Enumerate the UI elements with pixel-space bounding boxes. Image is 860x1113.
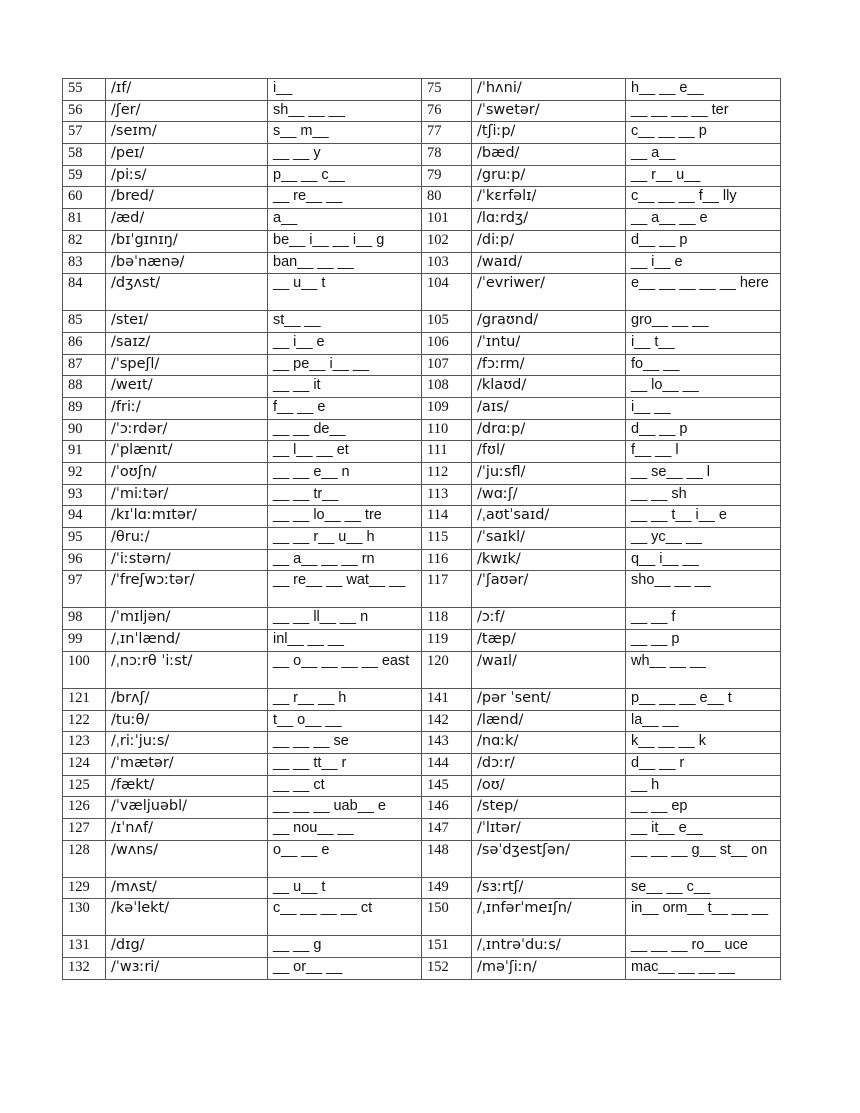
spelling-blank: __ h <box>626 775 781 797</box>
word-number: 109 <box>422 397 472 419</box>
spelling-blank: __ __ y <box>268 144 422 166</box>
spelling-blank: c__ __ __ __ ct <box>268 899 422 936</box>
table-row <box>63 274 781 311</box>
word-number: 110 <box>422 419 472 441</box>
phonetic-transcription: /æd/ <box>106 209 268 231</box>
phonetic-transcription: /seɪm/ <box>106 122 268 144</box>
table-row <box>63 571 781 608</box>
phonetic-transcription: /dɪg/ <box>106 936 268 958</box>
word-number: 141 <box>422 688 472 710</box>
word-number: 89 <box>63 397 106 419</box>
spelling-blank: __ __ it <box>268 376 422 398</box>
spelling-blank: __ i__ e <box>626 252 781 274</box>
phonetic-transcription: /lænd/ <box>472 710 626 732</box>
word-number: 108 <box>422 376 472 398</box>
phonetic-transcription: /nɑːk/ <box>472 732 626 754</box>
phonetic-transcription: /ˌɪntrəˈduːs/ <box>472 936 626 958</box>
phonetic-transcription: /diːp/ <box>472 230 626 252</box>
spelling-blank: __ __ ep <box>626 797 781 819</box>
word-number: 57 <box>63 122 106 144</box>
word-number: 94 <box>63 506 106 528</box>
spelling-blank: i__ t__ <box>626 332 781 354</box>
table-row <box>63 797 781 819</box>
word-number: 55 <box>63 79 106 101</box>
word-number: 151 <box>422 936 472 958</box>
word-number: 117 <box>422 571 472 608</box>
table-row <box>63 144 781 166</box>
spelling-blank: d__ __ p <box>626 419 781 441</box>
phonetic-transcription: /ɪˈnʌf/ <box>106 818 268 840</box>
word-number: 84 <box>63 274 106 311</box>
spelling-blank: __ __ de__ <box>268 419 422 441</box>
phonetic-transcription: /məˈʃiːn/ <box>472 958 626 980</box>
spelling-blank: __ pe__ i__ __ <box>268 354 422 376</box>
word-number: 85 <box>63 311 106 333</box>
vocabulary-table <box>62 78 781 980</box>
phonetic-transcription: /ˈhʌni/ <box>472 79 626 101</box>
spelling-blank: s__ m__ <box>268 122 422 144</box>
phonetic-transcription: /ˈwɜːri/ <box>106 958 268 980</box>
word-number: 60 <box>63 187 106 209</box>
phonetic-transcription: /ˌɪnfərˈmeɪʃn/ <box>472 899 626 936</box>
phonetic-transcription: /kəˈlekt/ <box>106 899 268 936</box>
table-row <box>63 397 781 419</box>
word-number: 103 <box>422 252 472 274</box>
spelling-blank: fo__ __ <box>626 354 781 376</box>
spelling-blank: wh__ __ __ <box>626 651 781 688</box>
spelling-blank: f__ __ l <box>626 441 781 463</box>
spelling-blank: be__ i__ __ i__ g <box>268 230 422 252</box>
phonetic-transcription: /waɪd/ <box>472 252 626 274</box>
table-row <box>63 936 781 958</box>
phonetic-transcription: /bɪˈgɪnɪŋ/ <box>106 230 268 252</box>
word-number: 104 <box>422 274 472 311</box>
spelling-blank: __ __ f <box>626 608 781 630</box>
word-number: 98 <box>63 608 106 630</box>
phonetic-transcription: /ˈfreʃwɔːtər/ <box>106 571 268 608</box>
word-number: 90 <box>63 419 106 441</box>
spelling-blank: in__ orm__ t__ __ __ <box>626 899 781 936</box>
phonetic-transcription: /fʊl/ <box>472 441 626 463</box>
spelling-blank: __ r__ u__ <box>626 165 781 187</box>
spelling-blank: __ __ __ __ ter <box>626 100 781 122</box>
vocabulary-worksheet <box>62 78 780 980</box>
word-number: 75 <box>422 79 472 101</box>
spelling-blank: __ yc__ __ <box>626 528 781 550</box>
phonetic-transcription: /mʌst/ <box>106 877 268 899</box>
table-row <box>63 484 781 506</box>
phonetic-transcription: /ˈplænɪt/ <box>106 441 268 463</box>
phonetic-transcription: /ˈkɛrfəlɪ/ <box>472 187 626 209</box>
spelling-blank: t__ o__ __ <box>268 710 422 732</box>
phonetic-transcription: /tʃiːp/ <box>472 122 626 144</box>
spelling-blank: __ __ sh <box>626 484 781 506</box>
word-number: 86 <box>63 332 106 354</box>
spelling-blank: c__ __ __ p <box>626 122 781 144</box>
spelling-blank: __ a__ __ __ rn <box>268 549 422 571</box>
word-number: 93 <box>63 484 106 506</box>
phonetic-transcription: /piːs/ <box>106 165 268 187</box>
spelling-blank: __ __ __ g__ st__ on <box>626 840 781 877</box>
word-number: 56 <box>63 100 106 122</box>
spelling-blank: sh__ __ __ <box>268 100 422 122</box>
spelling-blank: d__ __ r <box>626 753 781 775</box>
phonetic-transcription: /bred/ <box>106 187 268 209</box>
phonetic-transcription: /ˈiːstərn/ <box>106 549 268 571</box>
phonetic-transcription: /ˈɔːrdər/ <box>106 419 268 441</box>
vocabulary-table-body <box>63 79 781 980</box>
table-row <box>63 311 781 333</box>
word-number: 116 <box>422 549 472 571</box>
spelling-blank: i__ __ <box>626 397 781 419</box>
phonetic-transcription: /ʃer/ <box>106 100 268 122</box>
word-number: 100 <box>63 651 106 688</box>
phonetic-transcription: /weɪt/ <box>106 376 268 398</box>
phonetic-transcription: /graʊnd/ <box>472 311 626 333</box>
spelling-blank: q__ i__ __ <box>626 549 781 571</box>
spelling-blank: __ l__ __ et <box>268 441 422 463</box>
spelling-blank: __ u__ t <box>268 274 422 311</box>
table-row <box>63 818 781 840</box>
table-row <box>63 651 781 688</box>
spelling-blank: __ a__ __ e <box>626 209 781 231</box>
table-row <box>63 79 781 101</box>
table-row <box>63 419 781 441</box>
spelling-blank: __ r__ __ h <box>268 688 422 710</box>
word-number: 130 <box>63 899 106 936</box>
word-number: 145 <box>422 775 472 797</box>
phonetic-transcription: /ˈlɪtər/ <box>472 818 626 840</box>
word-number: 144 <box>422 753 472 775</box>
phonetic-transcription: /tuːθ/ <box>106 710 268 732</box>
word-number: 146 <box>422 797 472 819</box>
word-number: 97 <box>63 571 106 608</box>
word-number: 83 <box>63 252 106 274</box>
spelling-blank: __ __ tr__ <box>268 484 422 506</box>
phonetic-transcription: /wʌns/ <box>106 840 268 877</box>
spelling-blank: __ __ e__ n <box>268 463 422 485</box>
word-number: 82 <box>63 230 106 252</box>
spelling-blank: __ __ t__ i__ e <box>626 506 781 528</box>
phonetic-transcription: /wɑːʃ/ <box>472 484 626 506</box>
phonetic-transcription: /ˈʃaʊər/ <box>472 571 626 608</box>
phonetic-transcription: /dɔːr/ <box>472 753 626 775</box>
phonetic-transcription: /ɪf/ <box>106 79 268 101</box>
phonetic-transcription: /ˈsaɪkl/ <box>472 528 626 550</box>
phonetic-transcription: /lɑːrdʒ/ <box>472 209 626 231</box>
phonetic-transcription: /kɪˈlɑːmɪtər/ <box>106 506 268 528</box>
word-number: 96 <box>63 549 106 571</box>
phonetic-transcription: /sɜːrtʃ/ <box>472 877 626 899</box>
table-row <box>63 528 781 550</box>
word-number: 78 <box>422 144 472 166</box>
phonetic-transcription: /ˌnɔːrθ ˈiːst/ <box>106 651 268 688</box>
word-number: 143 <box>422 732 472 754</box>
spelling-blank: f__ __ e <box>268 397 422 419</box>
table-row <box>63 122 781 144</box>
word-number: 121 <box>63 688 106 710</box>
phonetic-transcription: /fækt/ <box>106 775 268 797</box>
word-number: 111 <box>422 441 472 463</box>
table-row <box>63 688 781 710</box>
spelling-blank: c__ __ __ f__ lly <box>626 187 781 209</box>
table-row <box>63 732 781 754</box>
spelling-blank: inl__ __ __ <box>268 630 422 652</box>
phonetic-transcription: /waɪl/ <box>472 651 626 688</box>
spelling-blank: __ __ __ se <box>268 732 422 754</box>
table-row <box>63 630 781 652</box>
word-number: 132 <box>63 958 106 980</box>
spelling-blank: __ se__ __ l <box>626 463 781 485</box>
word-number: 113 <box>422 484 472 506</box>
word-number: 114 <box>422 506 472 528</box>
spelling-blank: __ __ p <box>626 630 781 652</box>
phonetic-transcription: /drɑːp/ <box>472 419 626 441</box>
phonetic-transcription: /ˈevriwer/ <box>472 274 626 311</box>
table-row <box>63 506 781 528</box>
phonetic-transcription: /saɪz/ <box>106 332 268 354</box>
spelling-blank: __ lo__ __ <box>626 376 781 398</box>
phonetic-transcription: /ˈvæljuəbl/ <box>106 797 268 819</box>
phonetic-transcription: /ˌriːˈjuːs/ <box>106 732 268 754</box>
word-number: 118 <box>422 608 472 630</box>
word-number: 77 <box>422 122 472 144</box>
word-number: 107 <box>422 354 472 376</box>
spelling-blank: d__ __ p <box>626 230 781 252</box>
spelling-blank: __ or__ __ <box>268 958 422 980</box>
word-number: 95 <box>63 528 106 550</box>
phonetic-transcription: /aɪs/ <box>472 397 626 419</box>
spelling-blank: __ re__ __ wat__ __ <box>268 571 422 608</box>
phonetic-transcription: /səˈdʒestʃən/ <box>472 840 626 877</box>
spelling-blank: __ __ ct <box>268 775 422 797</box>
word-number: 76 <box>422 100 472 122</box>
phonetic-transcription: /bæd/ <box>472 144 626 166</box>
table-row <box>63 877 781 899</box>
phonetic-transcription: /ˈmɪljən/ <box>106 608 268 630</box>
table-row <box>63 608 781 630</box>
word-number: 80 <box>422 187 472 209</box>
phonetic-transcription: /ˌɪnˈlænd/ <box>106 630 268 652</box>
table-row <box>63 840 781 877</box>
word-number: 127 <box>63 818 106 840</box>
spelling-blank: p__ __ c__ <box>268 165 422 187</box>
word-number: 120 <box>422 651 472 688</box>
spelling-blank: __ __ __ uab__ e <box>268 797 422 819</box>
word-number: 112 <box>422 463 472 485</box>
table-row <box>63 753 781 775</box>
word-number: 105 <box>422 311 472 333</box>
table-row <box>63 209 781 231</box>
word-number: 142 <box>422 710 472 732</box>
table-row <box>63 549 781 571</box>
spelling-blank: i__ <box>268 79 422 101</box>
spelling-blank: __ __ g <box>268 936 422 958</box>
word-number: 102 <box>422 230 472 252</box>
word-number: 115 <box>422 528 472 550</box>
phonetic-transcription: /tæp/ <box>472 630 626 652</box>
word-number: 92 <box>63 463 106 485</box>
table-row <box>63 958 781 980</box>
phonetic-transcription: /ˈswetər/ <box>472 100 626 122</box>
phonetic-transcription: /gruːp/ <box>472 165 626 187</box>
spelling-blank: st__ __ <box>268 311 422 333</box>
table-row <box>63 230 781 252</box>
table-row <box>63 376 781 398</box>
word-number: 131 <box>63 936 106 958</box>
spelling-blank: __ __ ll__ __ n <box>268 608 422 630</box>
word-number: 123 <box>63 732 106 754</box>
spelling-blank: a__ <box>268 209 422 231</box>
phonetic-transcription: /ˈspeʃl/ <box>106 354 268 376</box>
word-number: 129 <box>63 877 106 899</box>
spelling-blank: se__ __ c__ <box>626 877 781 899</box>
word-number: 91 <box>63 441 106 463</box>
table-row <box>63 710 781 732</box>
spelling-blank: __ a__ <box>626 144 781 166</box>
phonetic-transcription: /kwɪk/ <box>472 549 626 571</box>
word-number: 125 <box>63 775 106 797</box>
word-number: 128 <box>63 840 106 877</box>
word-number: 119 <box>422 630 472 652</box>
phonetic-transcription: /friː/ <box>106 397 268 419</box>
word-number: 58 <box>63 144 106 166</box>
spelling-blank: ban__ __ __ <box>268 252 422 274</box>
spelling-blank: __ __ tt__ r <box>268 753 422 775</box>
word-number: 126 <box>63 797 106 819</box>
spelling-blank: k__ __ __ k <box>626 732 781 754</box>
word-number: 152 <box>422 958 472 980</box>
phonetic-transcription: /klaʊd/ <box>472 376 626 398</box>
phonetic-transcription: /ˈmætər/ <box>106 753 268 775</box>
table-row <box>63 899 781 936</box>
table-row <box>63 252 781 274</box>
phonetic-transcription: /ˈɪntu/ <box>472 332 626 354</box>
word-number: 150 <box>422 899 472 936</box>
spelling-blank: __ nou__ __ <box>268 818 422 840</box>
word-number: 101 <box>422 209 472 231</box>
phonetic-transcription: /oʊ/ <box>472 775 626 797</box>
spelling-blank: e__ __ __ __ __ here <box>626 274 781 311</box>
spelling-blank: o__ __ e <box>268 840 422 877</box>
word-number: 87 <box>63 354 106 376</box>
phonetic-transcription: /pər ˈsent/ <box>472 688 626 710</box>
phonetic-transcription: /θruː/ <box>106 528 268 550</box>
spelling-blank: sho__ __ __ <box>626 571 781 608</box>
spelling-blank: gro__ __ __ <box>626 311 781 333</box>
table-row <box>63 165 781 187</box>
spelling-blank: __ o__ __ __ __ east <box>268 651 422 688</box>
phonetic-transcription: /dʒʌst/ <box>106 274 268 311</box>
spelling-blank: __ u__ t <box>268 877 422 899</box>
phonetic-transcription: /ˈjuːsfl/ <box>472 463 626 485</box>
word-number: 122 <box>63 710 106 732</box>
phonetic-transcription: /ɔːf/ <box>472 608 626 630</box>
word-number: 81 <box>63 209 106 231</box>
spelling-blank: __ it__ e__ <box>626 818 781 840</box>
spelling-blank: la__ __ <box>626 710 781 732</box>
table-row <box>63 354 781 376</box>
spelling-blank: h__ __ e__ <box>626 79 781 101</box>
table-row <box>63 463 781 485</box>
word-number: 124 <box>63 753 106 775</box>
phonetic-transcription: /bəˈnænə/ <box>106 252 268 274</box>
spelling-blank: __ re__ __ <box>268 187 422 209</box>
word-number: 59 <box>63 165 106 187</box>
phonetic-transcription: /ˈmiːtər/ <box>106 484 268 506</box>
word-number: 88 <box>63 376 106 398</box>
phonetic-transcription: /step/ <box>472 797 626 819</box>
phonetic-transcription: /brʌʃ/ <box>106 688 268 710</box>
word-number: 148 <box>422 840 472 877</box>
phonetic-transcription: /peɪ/ <box>106 144 268 166</box>
table-row <box>63 100 781 122</box>
phonetic-transcription: /steɪ/ <box>106 311 268 333</box>
spelling-blank: __ __ lo__ __ tre <box>268 506 422 528</box>
word-number: 147 <box>422 818 472 840</box>
spelling-blank: mac__ __ __ __ <box>626 958 781 980</box>
table-row <box>63 187 781 209</box>
phonetic-transcription: /ˈoʊʃn/ <box>106 463 268 485</box>
word-number: 149 <box>422 877 472 899</box>
spelling-blank: __ i__ e <box>268 332 422 354</box>
table-row <box>63 332 781 354</box>
table-row <box>63 775 781 797</box>
spelling-blank: __ __ __ ro__ uce <box>626 936 781 958</box>
spelling-blank: p__ __ __ e__ t <box>626 688 781 710</box>
word-number: 106 <box>422 332 472 354</box>
word-number: 79 <box>422 165 472 187</box>
phonetic-transcription: /ˌaʊtˈsaɪd/ <box>472 506 626 528</box>
word-number: 99 <box>63 630 106 652</box>
phonetic-transcription: /fɔːrm/ <box>472 354 626 376</box>
spelling-blank: __ __ r__ u__ h <box>268 528 422 550</box>
table-row <box>63 441 781 463</box>
